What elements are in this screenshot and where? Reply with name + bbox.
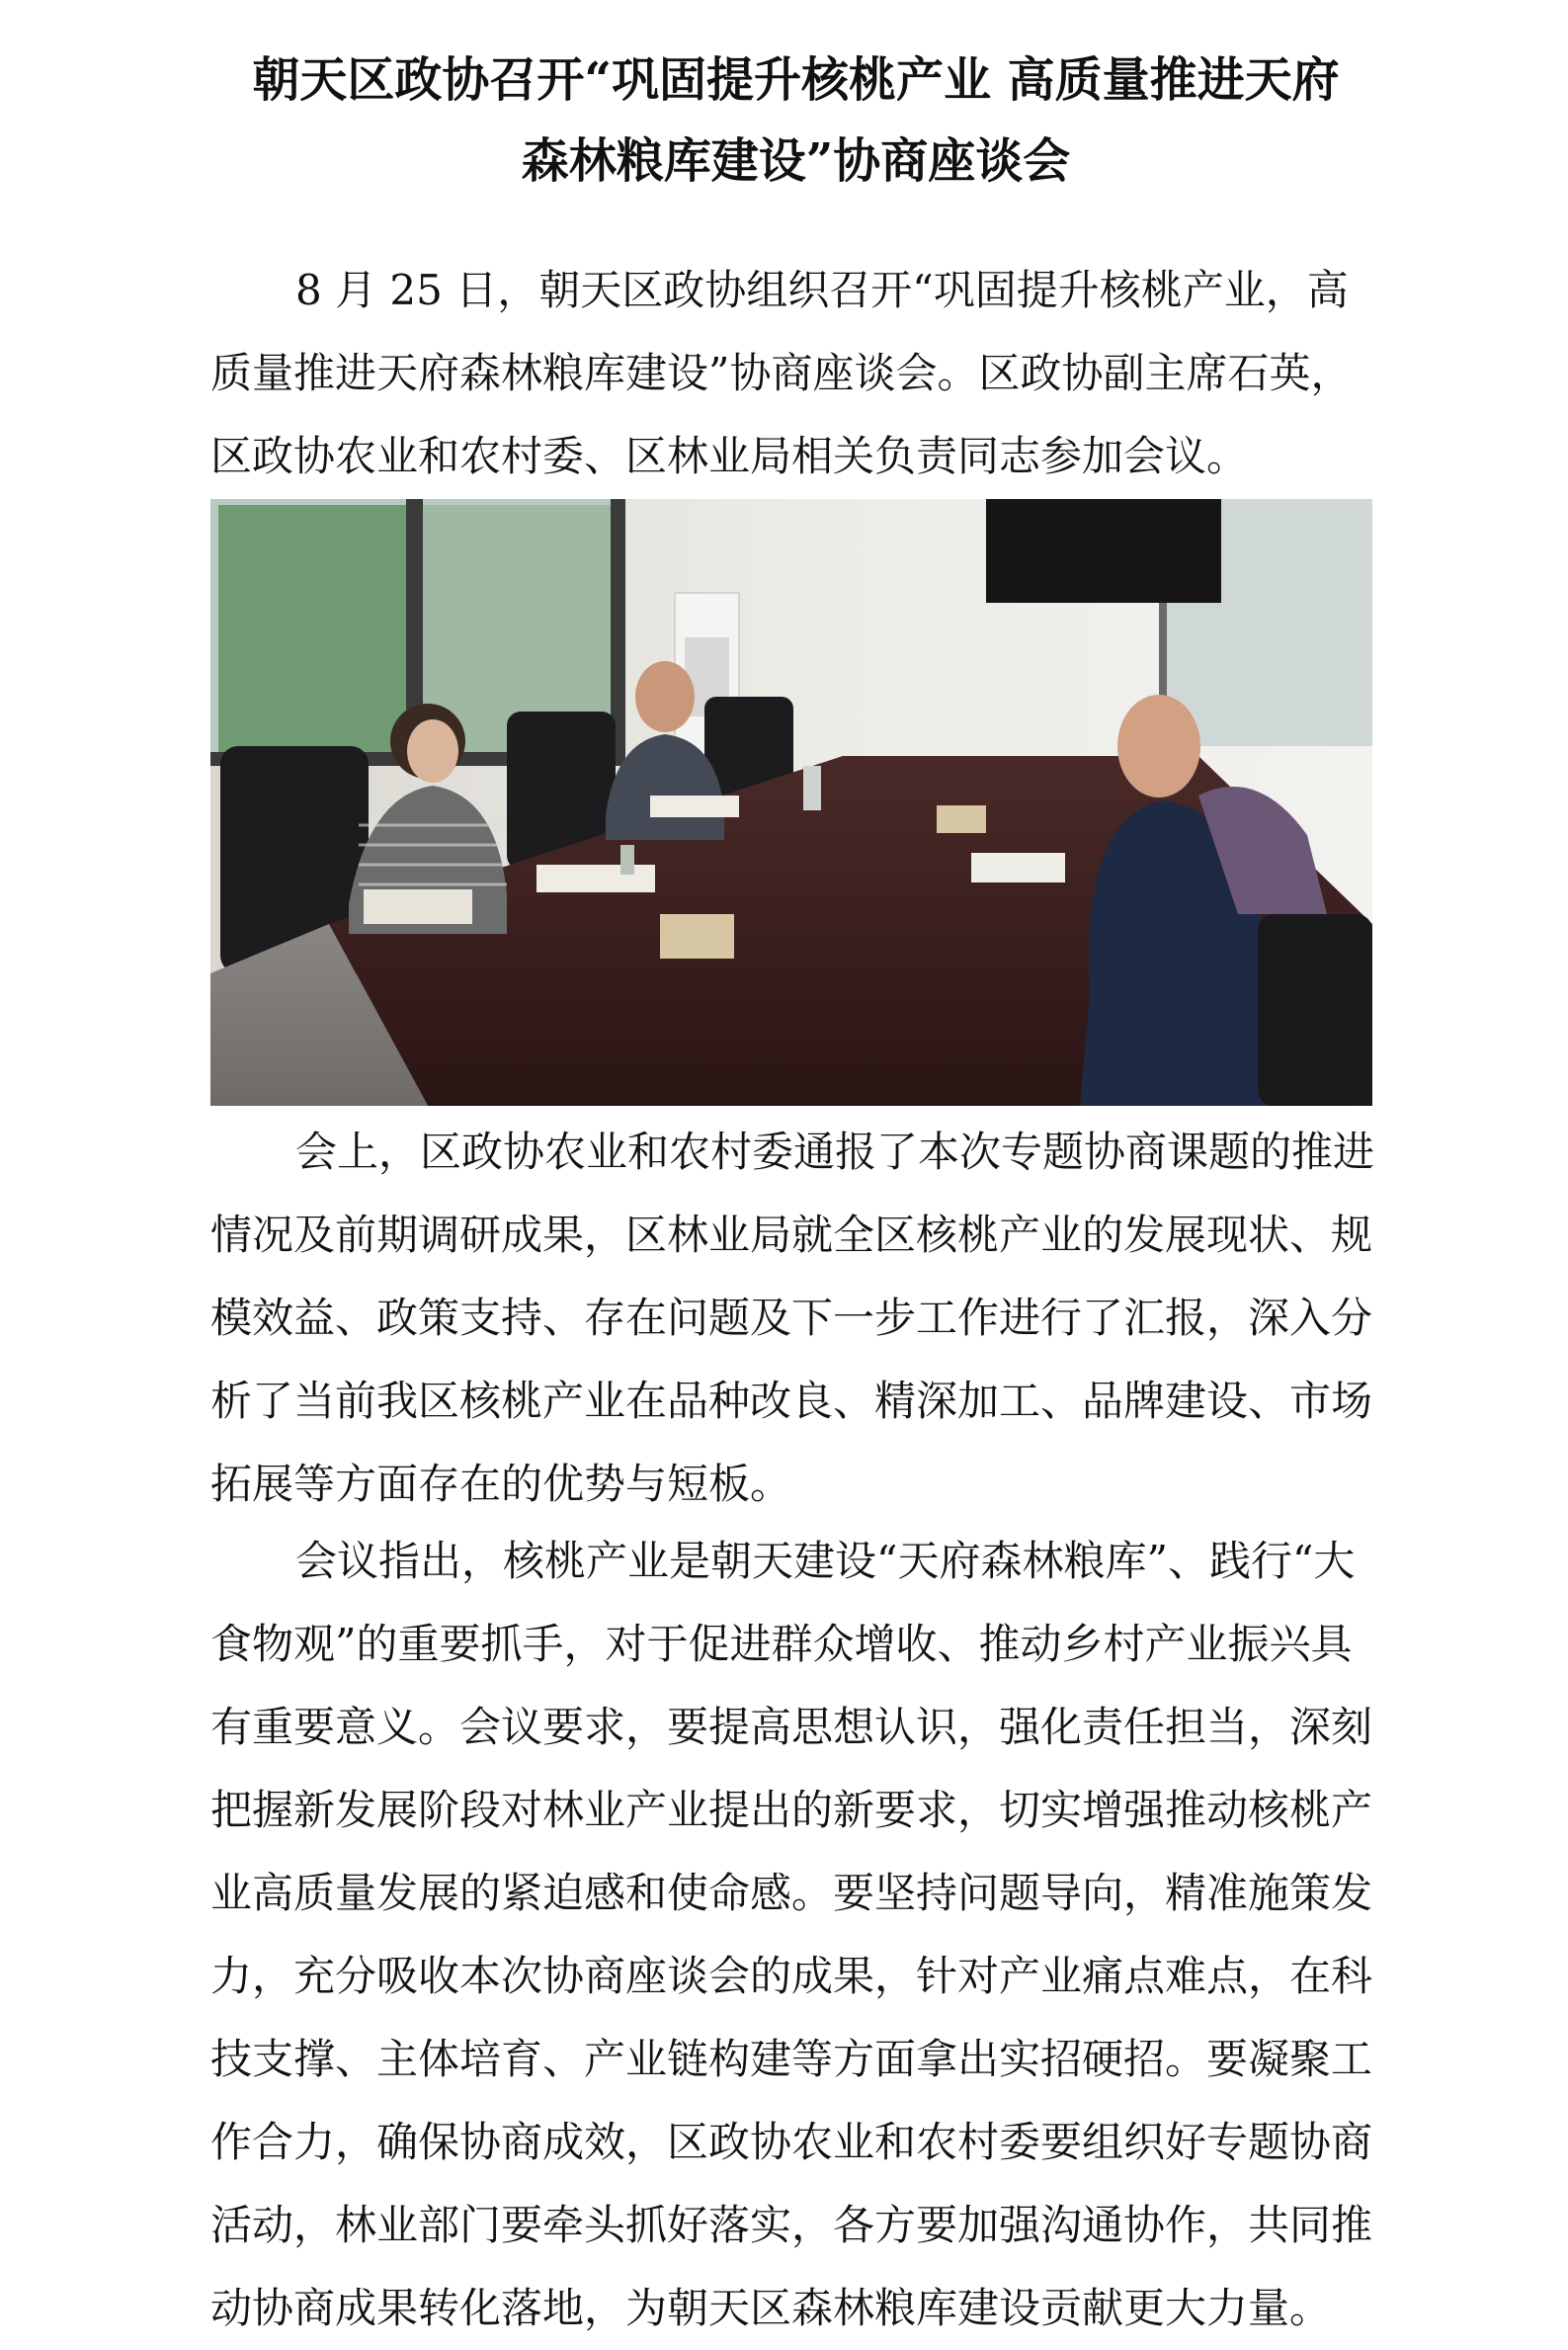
paragraph-report	[210, 1111, 1381, 1526]
text-line: 有重要意义。会议要求，要提高思想认识，强化责任担当，深刻	[210, 1703, 1373, 1751]
text-line: 活动，林业部门要牵头抓好落实，各方要加强沟通协作，共同推	[210, 2201, 1373, 2249]
text-line: 拓展等方面存在的优势与短板。	[210, 1460, 792, 1508]
paragraph-intro	[210, 249, 1381, 498]
title-line-1: 朝天区政协召开“巩固提升核桃产业 高质量推进天府	[252, 52, 1340, 109]
text-line: 力，充分吸收本次协商座谈会的成果，针对产业痛点难点，在科	[210, 1952, 1373, 2000]
meeting-photo	[210, 499, 1372, 1106]
text-line: 模效益、政策支持、存在问题及下一步工作进行了汇报，深入分	[210, 1294, 1373, 1342]
text-line: 8 月 25 日，朝天区政协组织召开“巩固提升核桃产业，高	[295, 266, 1349, 314]
text-line: 动协商成果转化落地，为朝天区森林粮库建设贡献更大力量。	[210, 2284, 1332, 2332]
meeting-photo-illustration	[210, 499, 1372, 1106]
article-title	[210, 40, 1381, 202]
title-line-2: 森林粮库建设”协商座谈会	[521, 133, 1071, 190]
text-line: 析了当前我区核桃产业在品种改良、精深加工、品牌建设、市场	[210, 1377, 1373, 1425]
text-line: 作合力，确保协商成效，区政协农业和农村委要组织好专题协商	[210, 2118, 1373, 2166]
text-line: 食物观”的重要抓手，对于促进群众增收、推动乡村产业振兴具	[210, 1620, 1353, 1668]
paragraph-conclusion	[210, 1520, 1381, 2350]
text-line: 会上，区政协农业和农村委通报了本次专题协商课题的推进	[295, 1128, 1375, 1176]
text-line: 技支撑、主体培育、产业链构建等方面拿出实招硬招。要凝聚工	[210, 2035, 1373, 2083]
text-line: 会议指出，核桃产业是朝天建设“天府森林粮库”、践行“大	[295, 1537, 1356, 1585]
text-line: 业高质量发展的紧迫感和使命感。要坚持问题导向，精准施策发	[210, 1869, 1373, 1917]
text-line: 把握新发展阶段对林业产业提出的新要求，切实增强推动核桃产	[210, 1786, 1373, 1834]
text-line: 质量推进天府森林粮库建设”协商座谈会。区政协副主席石英，	[210, 349, 1353, 397]
text-line: 区政协农业和农村委、区林业局相关负责同志参加会议。	[210, 432, 1249, 480]
text-line: 情况及前期调研成果，区林业局就全区核桃产业的发展现状、规	[210, 1211, 1373, 1259]
